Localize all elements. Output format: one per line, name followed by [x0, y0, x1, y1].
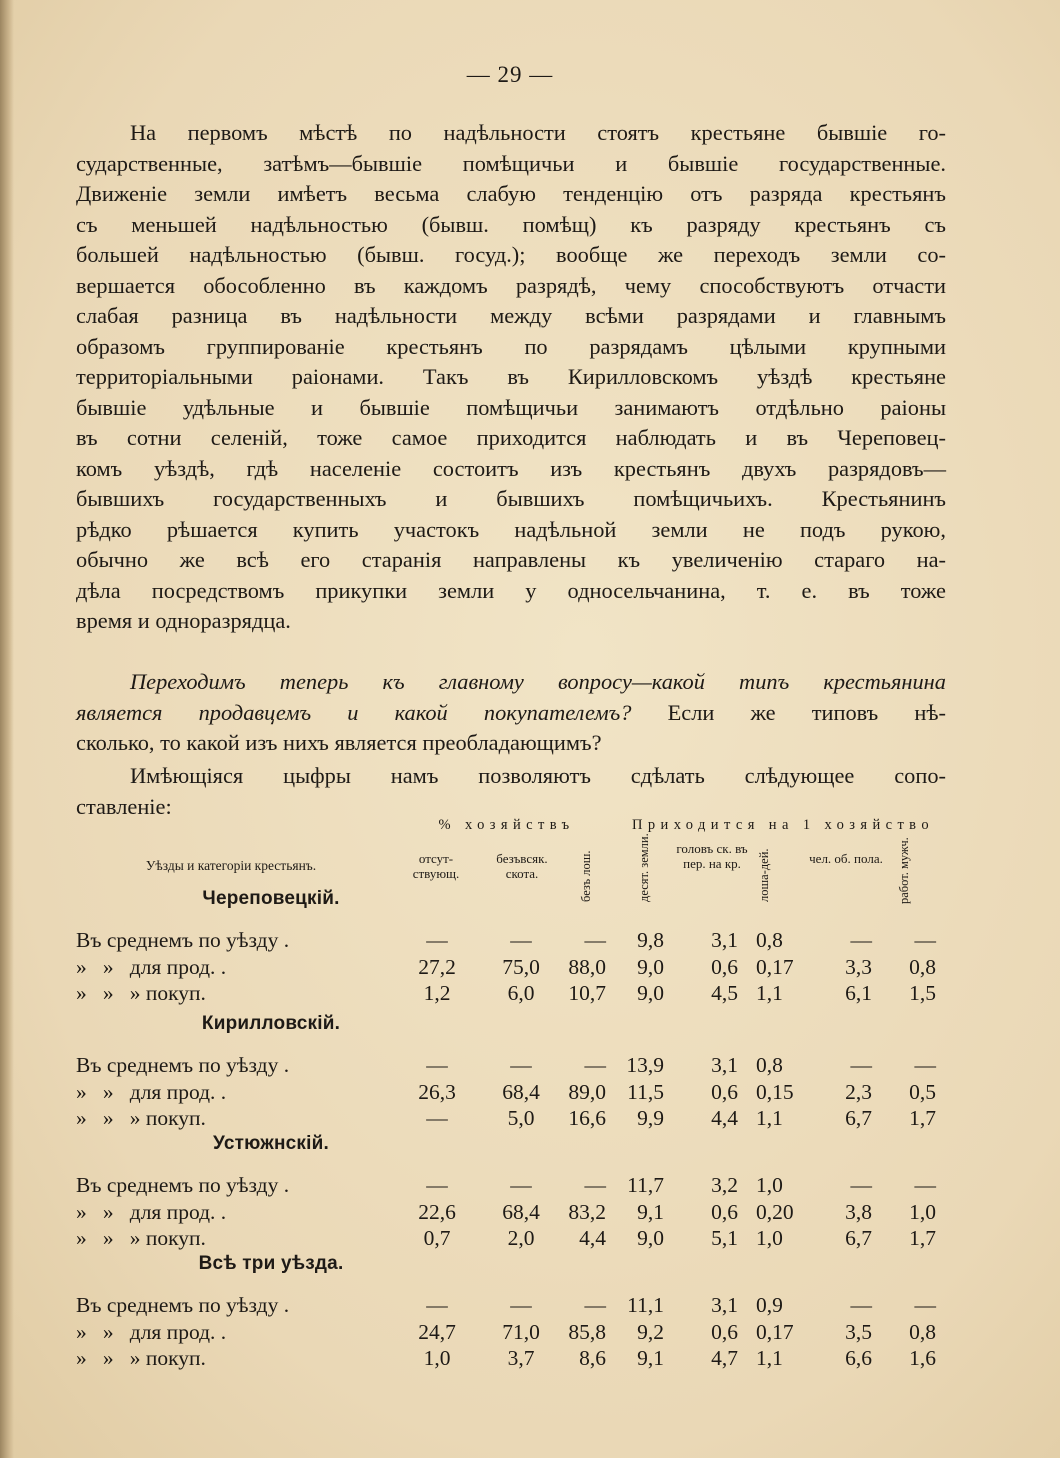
table-cell: 5,1: [711, 1226, 738, 1250]
table-cell: —: [510, 928, 532, 952]
table-row: [0, 955, 1060, 985]
table-row: [0, 1320, 1060, 1350]
table-cell: 0,6: [711, 1079, 738, 1104]
table-row: [0, 928, 1060, 958]
table-row-label: » » » покуп.: [76, 1106, 206, 1130]
table-group-header-percent: % хозяйствъ: [438, 817, 575, 833]
table-cell: 68,4: [502, 1079, 540, 1104]
table-cell: 1,1: [756, 1106, 783, 1130]
table-cell: —: [426, 1293, 448, 1317]
text-line: комъ уѣздѣ, гдѣ населеніе состоитъ изъ крестьянъ двухъ разрядовъ—: [76, 455, 946, 481]
table-col-header-no-horse: безъ лош.: [579, 850, 593, 902]
table-cell: 6,0: [507, 981, 535, 1005]
table-cell: 2,3: [845, 1079, 872, 1104]
table-row: [0, 1080, 1060, 1110]
text-line: рѣдко рѣшается купить участокъ надѣльной земли не подъ рукою,: [76, 516, 946, 542]
table-cell: —: [914, 1173, 936, 1197]
table-cell: 1,1: [756, 1346, 783, 1370]
table-cell: 3,3: [845, 954, 872, 979]
table-cell: 0,8: [909, 1319, 936, 1344]
table-cell: 0,15: [756, 1079, 794, 1104]
text-line: съ меньшей надѣльностью (бывш. помѣщ) къ разряду крестьянъ съ: [76, 211, 946, 237]
table-cell: 89,0: [568, 1079, 606, 1104]
paragraph-3: [76, 761, 946, 822]
table-group-header-per-household: Приходится на 1 хозяйство: [632, 817, 934, 833]
table-cell: 11,7: [627, 1173, 664, 1197]
table-row: [0, 1226, 1060, 1256]
table-cell: 6,6: [845, 1346, 872, 1370]
table-col-header-absent: отсут-ствующ.: [412, 851, 460, 881]
table-cell: —: [510, 1293, 532, 1317]
table-cell: 88,0: [568, 954, 606, 979]
table-cell: 16,6: [568, 1106, 606, 1130]
table-cell: 13,9: [626, 1053, 664, 1077]
table-cell: 75,0: [502, 954, 540, 979]
table-cell: 1,5: [909, 981, 936, 1005]
table-cell: 0,17: [756, 1319, 794, 1344]
table-section-title: Всѣ три уѣзда.: [198, 1253, 344, 1274]
table-cell: 0,17: [756, 954, 794, 979]
table-cell: 0,8: [909, 954, 936, 979]
table-row-label: » » » покуп.: [76, 981, 206, 1005]
table-cell: 6,1: [845, 981, 872, 1005]
table-cell: 1,1: [756, 981, 783, 1005]
table-cell: 1,2: [423, 981, 451, 1005]
table-cell: 9,0: [637, 954, 664, 979]
table-col-header-horses: лоша-дей.: [757, 848, 771, 902]
text-line: образомъ группированіе крестьянъ по разрядамъ цѣлыми крупными: [76, 333, 946, 359]
table-cell: 0,7: [423, 1226, 451, 1250]
table-row: [0, 1200, 1060, 1230]
table-row-header: Уѣзды и категоріи крестьянъ.: [145, 858, 317, 873]
table-row-label: » » для прод. .: [76, 954, 227, 979]
table-row-label: Въ среднемъ по уѣзду .: [76, 1053, 290, 1077]
table-cell: 0,5: [909, 1079, 936, 1104]
table-cell: 85,8: [568, 1319, 606, 1344]
table-cell: 11,1: [627, 1293, 664, 1317]
text-line: въ сотни селеній, тоже самое приходится наблюдать и въ Череповец-: [76, 425, 946, 450]
table-cell: 6,7: [845, 1226, 872, 1250]
table-section-title: Череповецкій.: [202, 888, 340, 909]
table-cell: 1,7: [909, 1226, 936, 1250]
table-row: [0, 1293, 1060, 1323]
table-cell: —: [426, 1053, 448, 1077]
table-cell: 1,0: [756, 1173, 783, 1197]
table-cell: 11,5: [627, 1079, 664, 1104]
table-cell: 1,0: [909, 1199, 936, 1224]
table-cell: 68,4: [502, 1199, 540, 1224]
table-cell: 9,9: [637, 1106, 664, 1130]
table-cell: 83,2: [568, 1199, 606, 1224]
table-cell: 9,1: [637, 1346, 664, 1370]
table-cell: 26,3: [418, 1079, 456, 1104]
table-cell: 27,2: [418, 954, 456, 979]
text-line: слабая разница въ надѣльности между всѣми разрядами и главнымъ: [76, 303, 946, 328]
table-cell: 1,7: [909, 1106, 936, 1130]
table-col-header-working-men: работ. мужч.: [897, 837, 911, 904]
table-cell: 1,0: [756, 1226, 783, 1250]
text-line: сударственные, затѣмъ—бывшіе помѣщичьи и бывшіе государственные.: [76, 150, 946, 176]
table-cell: 9,0: [637, 981, 664, 1005]
table-cell: —: [510, 1173, 532, 1197]
table-cell: 3,1: [711, 1293, 738, 1317]
table-row-label: Въ среднемъ по уѣзду .: [76, 928, 290, 952]
table-cell: —: [914, 1053, 936, 1077]
table-cell: —: [584, 928, 606, 952]
table-cell: 5,0: [507, 1106, 535, 1130]
table-cell: 9,8: [637, 928, 664, 952]
table-cell: —: [426, 928, 448, 952]
table-cell: 3,7: [507, 1346, 535, 1370]
text-line: бывшихъ государственныхъ и бывшихъ помѣщичьихъ. Крестьянинъ: [76, 486, 946, 511]
table-cell: 0,8: [756, 928, 783, 952]
table-col-header-no-livestock: безъвсяк. скота.: [496, 851, 548, 881]
table-cell: —: [426, 1173, 448, 1197]
table-row-label: Въ среднемъ по уѣзду .: [76, 1293, 290, 1317]
paragraph-2-line-1: Переходимъ теперь къ главному вопросу—какой типъ крестьянина: [130, 669, 946, 694]
text-line: территоріальными раіонами. Такъ въ Кирилловскомъ уѣздѣ крестьяне: [76, 364, 946, 389]
table-cell: —: [584, 1053, 606, 1077]
table-cell: 4,4: [579, 1226, 606, 1250]
table-cell: —: [850, 1173, 872, 1197]
table-cell: —: [850, 1053, 872, 1077]
table-section-title: Устюжнскій.: [213, 1133, 329, 1154]
text-line: вершается обособленно въ каждомъ разрядѣ, чему способствуютъ отчасти: [76, 272, 946, 298]
table-cell: 10,7: [568, 981, 606, 1005]
table-cell: —: [584, 1293, 606, 1317]
table-cell: 0,6: [711, 1319, 738, 1344]
table-cell: 8,6: [579, 1346, 606, 1370]
table-cell: 6,7: [845, 1106, 872, 1130]
table-row-label: » » для прод. .: [76, 1079, 227, 1104]
text-line: дѣла посредствомъ прикупки земли у односельчанина, т. е. въ тоже: [76, 577, 946, 603]
table-cell: —: [850, 1293, 872, 1317]
paragraph-2-line-3: сколько, то какой изъ нихъ является преобладающимъ?: [76, 730, 602, 755]
table-row-label: » » » покуп.: [76, 1226, 206, 1250]
table-cell: 24,7: [418, 1319, 456, 1344]
table-row: [0, 1346, 1060, 1376]
table-cell: 22,6: [418, 1199, 456, 1224]
table-row-label: » » для прод. .: [76, 1199, 227, 1224]
table-row-label: Въ среднемъ по уѣзду .: [76, 1173, 290, 1197]
text-line: время и одноразрядца.: [76, 608, 291, 633]
table-cell: 0,6: [711, 954, 738, 979]
text-line: обычно же всѣ его старанія направлены къ увеличенію стараго на-: [76, 547, 946, 572]
paragraph-2: [76, 667, 946, 759]
text-line: Движеніе земли имѣетъ весьма слабую тенденцію отъ разряда крестьянъ: [76, 181, 946, 206]
table-cell: 3,5: [845, 1319, 872, 1344]
text-line: бывшіе удѣльные и бывшіе помѣщичьи занимаютъ отдѣльно раіоны: [76, 394, 946, 420]
table-cell: 0,8: [756, 1053, 783, 1077]
table-col-header-livestock-heads: головъ ск. въ пер. на кр.: [676, 841, 748, 871]
paragraph-2-line-2: является продавцемъ и какой покупателемъ? Если же типовъ нѣ-: [76, 699, 946, 725]
table-cell: —: [510, 1053, 532, 1077]
table-cell: 3,1: [711, 1053, 738, 1077]
text-line: ставленіе:: [76, 793, 172, 819]
table-cell: —: [914, 928, 936, 952]
table-cell: 3,2: [711, 1173, 738, 1197]
table-cell: 3,1: [711, 928, 738, 952]
table-col-header-persons: чел. об. пола.: [809, 851, 883, 866]
table-cell: —: [426, 1106, 448, 1130]
table-row: [0, 1053, 1060, 1083]
table-cell: 9,1: [637, 1199, 664, 1224]
table-cell: 1,6: [909, 1346, 936, 1370]
table-section-title: Кирилловскій.: [201, 1013, 341, 1034]
table-cell: 9,2: [637, 1319, 664, 1344]
table-row-label: » » для прод. .: [76, 1319, 227, 1344]
table-cell: 4,5: [711, 981, 738, 1005]
table-cell: 71,0: [502, 1319, 540, 1344]
table-cell: —: [584, 1173, 606, 1197]
table-row: [0, 1106, 1060, 1136]
text-line: большей надѣльностью (бывш. госуд.); вообще же переходъ земли со-: [76, 242, 946, 267]
table-cell: —: [850, 928, 872, 952]
paragraph-1: [76, 118, 946, 637]
table-row-label: » » » покуп.: [76, 1346, 206, 1370]
table-cell: 3,8: [845, 1199, 872, 1224]
page-number: — 29 —: [466, 62, 554, 87]
table-cell: —: [914, 1293, 936, 1317]
text-line: Имѣющіяся цыфры намъ позволяютъ сдѣлать слѣдующее сопо-: [130, 763, 946, 788]
table-row: [0, 981, 1060, 1011]
table-cell: 9,0: [637, 1226, 664, 1250]
table-cell: 0,6: [711, 1199, 738, 1224]
table-cell: 4,4: [711, 1106, 738, 1130]
table-col-header-dessiatines: десят. земли.: [637, 833, 651, 902]
table-row: [0, 1173, 1060, 1203]
table-cell: 4,7: [711, 1346, 738, 1370]
table-cell: 0,9: [756, 1293, 783, 1317]
table-cell: 1,0: [423, 1346, 451, 1370]
table-cell: 2,0: [507, 1226, 535, 1250]
table-cell: 0,20: [756, 1199, 794, 1224]
text-line: На первомъ мѣстѣ по надѣльности стоятъ крестьяне бывшіе го-: [130, 120, 946, 145]
